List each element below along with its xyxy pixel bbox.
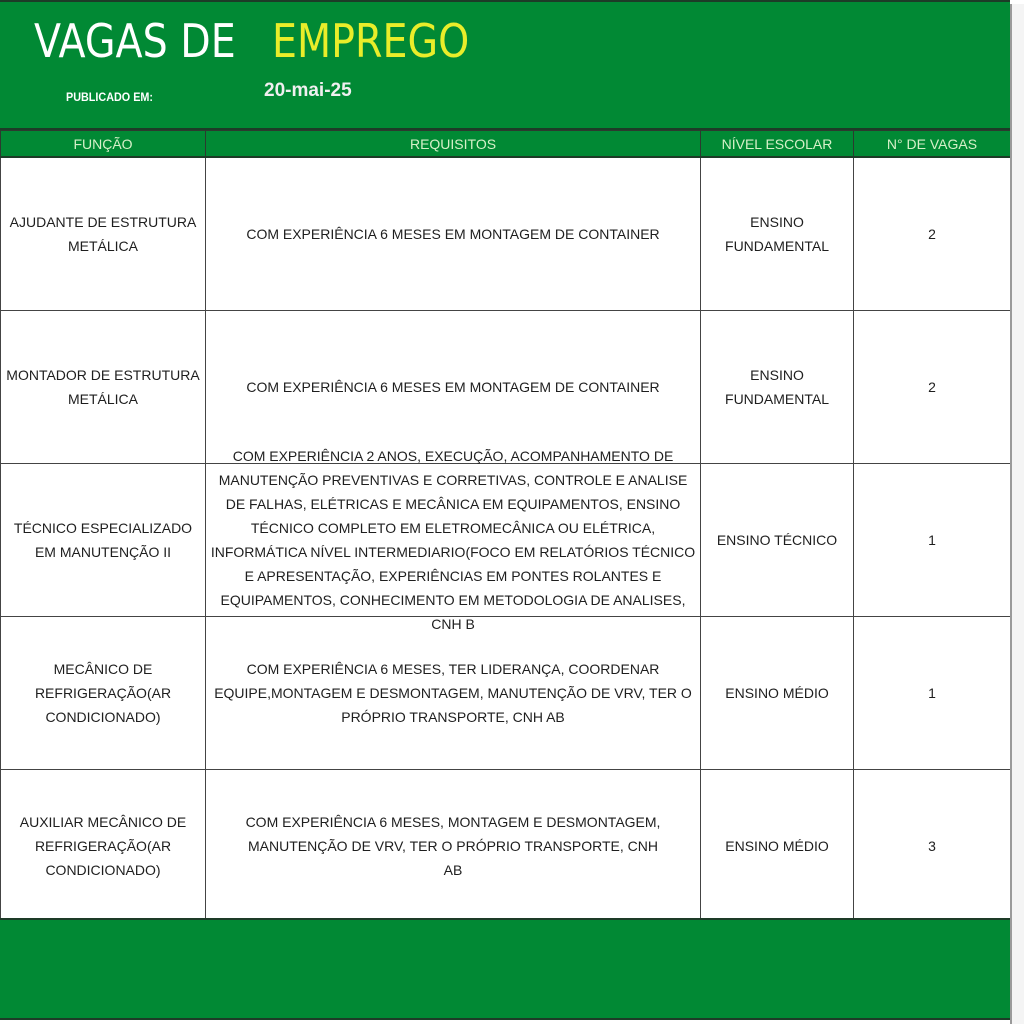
footer-banner (0, 918, 1010, 1020)
nivel-text: ENSINO MÉDIO (725, 685, 829, 701)
column-header-requisitos: REQUISITOS (206, 131, 701, 158)
cell-vagas: 2 (854, 311, 1011, 464)
cell-nivel (701, 157, 854, 311)
nivel-text: ENSINO MÉDIO (725, 838, 829, 854)
cell-funcao (1, 464, 206, 617)
column-header-funcao: FUNÇÃO (1, 131, 206, 158)
column-header-nivel-escolar: NÍVEL ESCOLAR (701, 131, 854, 158)
table-row (1, 157, 1011, 311)
header-banner (0, 0, 1010, 130)
cell-nivel (701, 464, 854, 617)
published-date: 20-mai-25 (264, 80, 352, 101)
requisitos-text: COM EXPERIÊNCIA 6 MESES, MONTAGEM E DESMONTAGEM, MANUTENÇÃO DE VRV, TER O PRÓPRIO TRANSPORTE, CNH AB (245, 814, 661, 878)
cell-funcao (1, 617, 206, 770)
cell-vagas: 2 (854, 157, 1011, 311)
cell-nivel (701, 311, 854, 464)
funcao-text: MECÂNICO DE REFRIGERAÇÃO(AR CONDICIONADO) (34, 661, 172, 725)
funcao-text: MONTADOR DE ESTRUTURA METÁLICA (6, 367, 200, 407)
cell-requisitos (206, 157, 701, 311)
funcao-text: AUXILIAR MECÂNICO DE REFRIGERAÇÃO(AR CONDICIONADO) (19, 814, 187, 878)
title-part2: EMPREGO (272, 14, 470, 68)
nivel-text: ENSINO FUNDAMENTAL (725, 367, 829, 407)
requisitos-text: COM EXPERIÊNCIA 2 ANOS, EXECUÇÃO, ACOMPANHAMENTO DE MANUTENÇÃO PREVENTIVAS E CORRETIVAS, CONTROLE E ANALISE DE FALHAS, ELÉTRICAS E MECÂNICA EM EQUIPAMENTOS, ENSINO TÉCNICO COMPLETO EM ELETROMECÂNICA OU ELÉTRICA, INFORMÁTICA NÍVEL INTERMEDIARIO(FOCO EM RELATÓRIOS TÉCNICO E APRESENTAÇÃO, EXPERIÊNCIAS EM PONTES ROLANTES E EQUIPAMENTOS, CONHECIMENTO EM METODOLOGIA DE ANALISES, CNH B (210, 448, 696, 632)
cell-requisitos (206, 311, 701, 464)
cell-funcao (1, 157, 206, 311)
table-row (1, 311, 1011, 464)
requisitos-text: COM EXPERIÊNCIA 6 MESES EM MONTAGEM DE CONTAINER (246, 379, 660, 395)
funcao-text: AJUDANTE DE ESTRUTURA METÁLICA (9, 214, 197, 254)
cell-requisitos (206, 617, 701, 770)
cell-nivel (701, 770, 854, 923)
cell-vagas: 1 (854, 617, 1011, 770)
jobs-table (0, 130, 1011, 923)
cell-vagas: 1 (854, 464, 1011, 617)
column-header-vagas: N° DE VAGAS (854, 131, 1011, 158)
cell-requisitos (206, 770, 701, 923)
title-part1: VAGAS DE (34, 14, 236, 68)
table-row (1, 617, 1011, 770)
nivel-text: ENSINO FUNDAMENTAL (725, 214, 829, 254)
nivel-text: ENSINO TÉCNICO (716, 532, 838, 548)
cell-funcao (1, 770, 206, 923)
table-row (1, 464, 1011, 617)
cell-vagas: 3 (854, 770, 1011, 923)
requisitos-text: COM EXPERIÊNCIA 6 MESES EM MONTAGEM DE CONTAINER (246, 226, 660, 242)
funcao-text: TÉCNICO ESPECIALIZADO EM MANUTENÇÃO II (13, 520, 193, 560)
cell-requisitos (206, 448, 701, 632)
requisitos-text: COM EXPERIÊNCIA 6 MESES, TER LIDERANÇA, COORDENAR EQUIPE,MONTAGEM E DESMONTAGEM, MANUTENÇÃO DE VRV, TER O PRÓPRIO TRANSPORTE, CNH AB (214, 661, 692, 725)
window-edge-scrollbar (1010, 4, 1024, 1024)
table-header-row (1, 131, 1011, 158)
table-row (1, 770, 1011, 923)
cell-nivel (701, 617, 854, 770)
published-label: PUBLICADO EM: (66, 90, 154, 104)
cell-funcao (1, 311, 206, 464)
